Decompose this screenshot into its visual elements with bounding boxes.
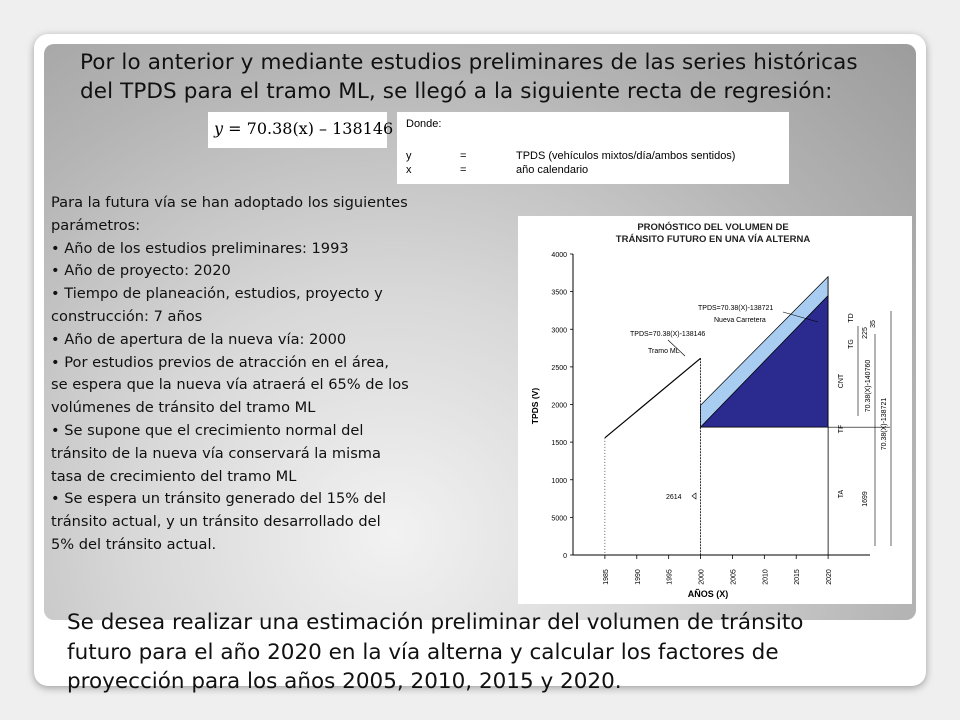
x-tick-label: 2015: [794, 569, 802, 585]
equation-rhs: = 70.38(x) – 138146: [228, 119, 394, 138]
legend-equals: =: [460, 164, 467, 176]
value-2614-label: 2614: [666, 494, 682, 501]
title-line: Por lo anterior y mediante estudios preliminares de las series históricas: [80, 50, 858, 75]
parameters-line: se espera que la nueva vía atraerá el 65% de los: [51, 376, 409, 394]
chart-title: PRONÓSTICO DEL VOLUMEN DE: [637, 222, 789, 233]
parameters-line: tránsito de la nueva vía conservará la misma: [51, 444, 381, 462]
parameters-line: • Año de proyecto: 2020: [51, 262, 231, 280]
legend-header: Donde:: [406, 118, 442, 130]
tramo-ml-equation-label: TPDS=70.38(X)-138146: [630, 331, 706, 338]
y-tick-label: 1000: [551, 477, 567, 485]
forecast-chart: [518, 216, 912, 604]
problem-line: Se desea realizar una estimación preliminar del volumen de tránsito: [67, 610, 804, 635]
tramo-ml-name-label: Tramo ML: [648, 348, 680, 355]
parameters-line: volúmenes de tránsito del tramo ML: [51, 399, 316, 417]
slide-title: [80, 48, 920, 106]
forecast-chart-svg: [518, 216, 912, 604]
problem-line: proyección para los años 2005, 2010, 2015 y 2020.: [67, 669, 622, 694]
parameters-line: tránsito actual, y un tránsito desarrollado del: [51, 513, 381, 531]
problem-statement: [67, 608, 927, 697]
value-1699-label: 1699: [862, 491, 869, 507]
parameters-text: [51, 192, 517, 557]
x-tick-label: 1995: [666, 569, 674, 585]
y-axis-label: TPDS (V): [530, 387, 540, 425]
x-tick-label: 2000: [698, 569, 706, 585]
td-label: TD: [848, 313, 855, 323]
legend-description: año calendario: [516, 164, 589, 176]
parameters-line: parámetros:: [51, 216, 141, 234]
ta-label: TA: [838, 489, 845, 499]
tf-label: TF: [838, 424, 845, 434]
problem-line: futuro para el año 2020 en la vía alterna y calcular los factores de: [67, 639, 779, 665]
x-tick-label: 1990: [634, 569, 642, 585]
parameters-line: • Tiempo de planeación, estudios, proyecto y: [51, 285, 383, 303]
x-tick-label: 1985: [602, 569, 610, 585]
regression-equation: [214, 119, 393, 138]
value-35-label: 35: [870, 320, 877, 328]
y-tick-label: 2500: [551, 364, 567, 372]
y-tick-label: 0: [563, 553, 567, 560]
cnt-label: CNT: [838, 373, 845, 389]
y-tick-label: 2000: [551, 402, 567, 410]
normal-growth-area: [701, 296, 829, 428]
legend-equals: =: [460, 150, 467, 162]
y-tick-label: 3000: [551, 327, 567, 335]
value-2614-arrow: [692, 493, 696, 499]
y-tick-label: 5000: [551, 515, 567, 523]
parameters-line: tasa de crecimiento del tramo ML: [51, 467, 297, 485]
y-tick-label: 4000: [551, 252, 567, 259]
regression-equation-box: [208, 112, 394, 148]
chart-title: TRÁNSITO FUTURO EN UNA VÍA ALTERNA: [615, 234, 811, 245]
parameters-line: • Año de los estudios preliminares: 1993: [51, 239, 349, 257]
nueva-carretera-equation-label: TPDS=70.38(X)-138721: [698, 305, 774, 312]
y-tick-label: 1500: [551, 440, 567, 448]
nueva-carretera-name-label: Nueva Carretera: [714, 317, 766, 324]
parameters-line: • Se supone que el crecimiento normal del: [51, 421, 364, 439]
x-tick-label: 2010: [762, 569, 770, 585]
parameters-line: • Por estudios previos de atracción en el área,: [51, 353, 390, 371]
equation-138721-label: 70.38(X)-138721: [881, 397, 888, 451]
legend-description: TPDS (vehículos mixtos/día/ambos sentidos): [516, 150, 736, 162]
legend-symbol: y: [406, 150, 412, 162]
x-tick-label: 2005: [730, 569, 738, 585]
tg-label: TG: [848, 339, 855, 349]
parameters-line: Para la futura vía se han adoptado los siguientes: [51, 194, 408, 211]
parameters-line: 5% del tránsito actual.: [51, 535, 217, 553]
parameters-line: • Se espera un tránsito generado del 15% del: [51, 490, 387, 508]
y-tick-label: 3500: [551, 289, 567, 297]
tramo-ml-line: [605, 358, 701, 438]
parameters-line: • Año de apertura de la nueva vía: 2000: [51, 330, 347, 348]
x-tick-label: 2020: [826, 569, 834, 585]
parameters-line: construcción: 7 años: [51, 307, 203, 325]
title-line: del TPDS para el tramo ML, se llegó a la siguiente recta de regresión:: [80, 79, 833, 104]
variable-legend: [397, 112, 789, 184]
value-225-label: 225: [862, 327, 869, 339]
equation-140760-label: 70.38(X)-140760: [865, 359, 872, 413]
equation-lhs: y: [214, 119, 224, 138]
x-axis-label: AÑOS (X): [687, 589, 729, 599]
legend-symbol: x: [406, 164, 412, 176]
